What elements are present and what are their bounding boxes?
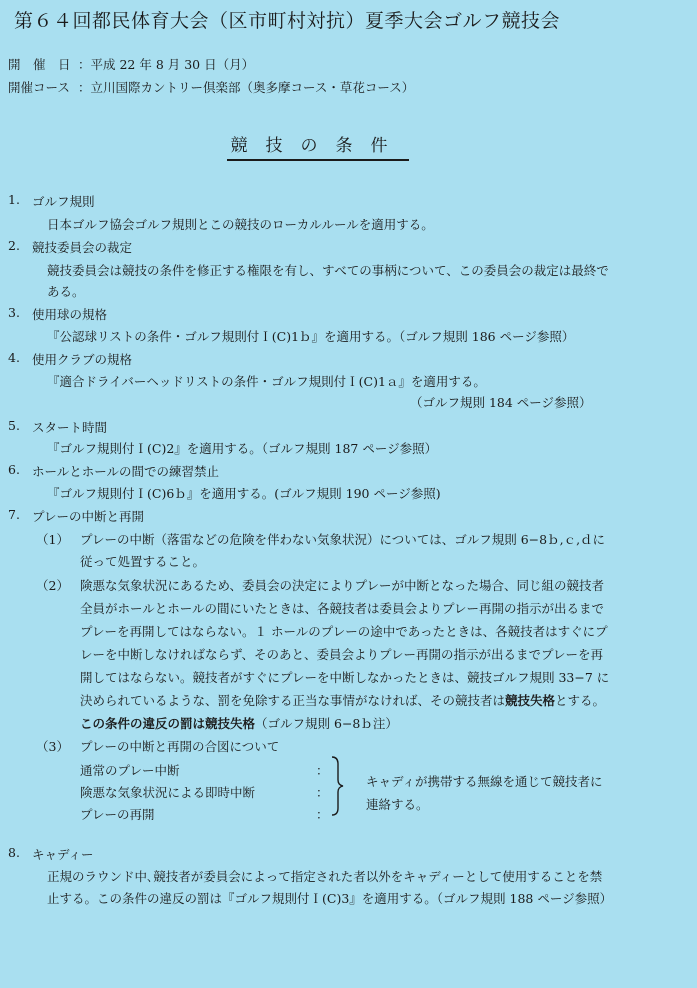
sub2-line6-text: 決められているような、罰を免除する正当な事情がなければ、その競技者は [80,693,506,708]
item-6-number: 6. [8,462,20,477]
item-1-body: 日本ゴルフ協会ゴルフ規則とこの競技のローカルルールを適用する。 [47,217,434,232]
item-7-sub2-penalty [80,714,398,732]
signal-immediate-suspension: 険悪な気象状況による即時中断 [80,785,256,800]
item-2-number: 2. [8,238,20,253]
item-7-sub2-line4: レーを中断しなければならず、そのあと、委員会よりプレー再開の指示が出るまでプレーを再 [80,647,604,662]
document-title: 第６４回都民体育大会（区市町村対抗）夏季大会ゴルフ競技会 [14,10,561,32]
item-7-sub3-number: （3） [36,739,69,754]
date-value: ：平成 22 年 8 月 30 日（月） [78,57,255,72]
item-2-body-line2: ある。 [47,284,85,299]
item-4-body: 『適合ドライバーヘッドリストの条件・ゴルフ規則付Ｉ(C)1ａ』を適用する。 [47,374,486,389]
item-8-number: 8. [8,845,20,860]
disqualification-emphasis: 競技失格 [505,693,556,708]
item-5-number: 5. [8,418,20,433]
signal-note-line1: キャディが携帯する無線を通じて競技者に [366,774,603,789]
penalty-statement: この条件の違反の罰は競技失格 [80,716,256,731]
item-7-sub2-number: （2） [36,578,69,593]
event-date [8,55,254,73]
item-6-heading: ホールとホールの間での練習禁止 [32,464,220,479]
event-course [8,78,414,96]
item-8-body-line2: 止する。この条件の違反の罰は『ゴルフ規則付Ｉ(C)3』を適用する。（ゴルフ規則 188 ページ参照） [47,891,613,906]
signal-normal-suspension: 通常のプレー中断 [80,763,180,778]
signal-colon-1: ： [316,763,329,778]
item-6-body: 『ゴルフ規則付Ｉ(C)6ｂ』を適用する。(ゴルフ規則 190 ページ参照) [47,486,441,501]
item-7-sub2-line1: 険悪な気象状況にあるため、委員会の決定によりプレーが中断となった場合、同じ組の競技者 [80,578,605,593]
item-7-sub3-heading: プレーの中断と再開の合図について [80,739,280,754]
item-5-heading: スタート時間 [32,420,108,435]
penalty-reference: （ゴルフ規則 6−8ｂ注） [255,716,398,731]
signal-resumption: プレーの再開 [80,807,155,822]
right-brace-icon [330,756,344,816]
item-7-sub2-line6 [80,691,605,709]
course-label: 開催コース [8,80,70,95]
date-label: 開 催 日 [8,57,71,72]
item-5-body: 『ゴルフ規則付Ｉ(C)2』を適用する。（ゴルフ規則 187 ページ参照） [47,441,438,456]
item-4-heading: 使用クラブの規格 [32,352,133,367]
item-1-number: 1. [8,192,20,207]
item-8-body-line1: 正規のラウンド中､競技者が委員会によって指定された者以外をキャディーとして使用することを禁 [47,869,603,884]
item-7-number: 7. [8,507,20,522]
item-4-number: 4. [8,350,20,365]
item-2-heading: 競技委員会の裁定 [32,240,133,255]
item-3-number: 3. [8,305,20,320]
signal-colon-3: ： [316,807,329,822]
item-1-heading: ゴルフ規則 [32,194,95,209]
item-7-sub2-line3: プレーを再開してはならない。１ ホールのプレーの途中であったときは、各競技者はすぐにプ [80,624,608,639]
course-value: ：立川国際カントリー倶楽部（奥多摩コース・草花コース） [78,80,415,95]
section-title: 競技の条件 [227,131,409,161]
item-7-sub1-line1: プレーの中断（落雷などの危険を伴わない気象状況）については、ゴルフ規則 6−8ｂ,ｃ,ｄに [80,532,606,547]
item-7-heading: プレーの中断と再開 [32,509,145,524]
signal-colon-2: ： [316,785,329,800]
item-3-heading: 使用球の規格 [32,307,108,322]
item-7-sub1-line2: 従って処置すること。 [80,554,206,569]
item-7-sub2-line5: 開してはならない。競技者がすぐにプレーを中断しなかったときは、競技ゴルフ規則 33−7 に [80,670,610,685]
sub2-line6-end: とする。 [555,693,606,708]
item-2-body-line1: 競技委員会は競技の条件を修正する権限を有し、すべての事柄について、この委員会の裁定は最終で [47,263,609,278]
item-8-heading: キャディー [32,847,94,862]
item-4-reference: （ゴルフ規則 184 ページ参照） [410,395,592,410]
item-7-sub1-number: （1） [36,532,69,547]
item-7-sub2-line2: 全員がホールとホールの間にいたときは、各競技者は委員会よりプレー再開の指示が出るまで [80,601,605,616]
signal-note-line2: 連絡する。 [366,797,429,812]
item-3-body: 『公認球リストの条件・ゴルフ規則付Ｉ(C)1ｂ』を適用する。（ゴルフ規則 186 ページ参照） [47,329,575,344]
